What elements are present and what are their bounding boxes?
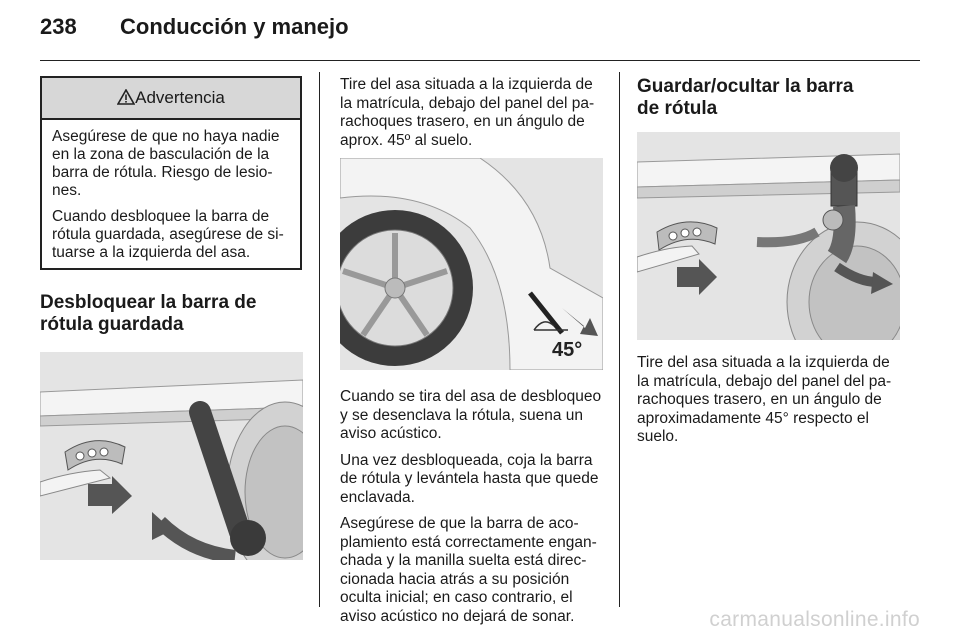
warning-paragraph: Cuando desbloquee la barra de rótula guardada, asegúrese de si- tuarse a la izquierda del asa. — [52, 208, 284, 261]
warning-title: Advertencia — [135, 88, 225, 107]
body-paragraph: Tire del asa situada a la izquierda de la matrícula, debajo del panel del pa- rachoques trasero, en un ángulo de aproximadamente 45° respecto el suelo. — [637, 354, 892, 445]
warning-box — [40, 76, 302, 270]
figure-unlock-ball-bar — [40, 352, 303, 560]
watermark: carmanualsonline.info — [709, 608, 920, 631]
page-header — [40, 14, 349, 40]
section-heading: Guardar/ocultar la barra de rótula — [637, 76, 854, 119]
column-divider — [319, 72, 320, 607]
column-3 — [637, 76, 902, 455]
handle-angle-illustration — [340, 158, 603, 370]
towbar-stow-illustration — [637, 132, 900, 340]
figure-stow-ball-bar — [637, 132, 900, 340]
body-paragraph: Tire del asa situada a la izquierda de la matrícula, debajo del panel del pa- rachoques trasero, en un ángulo de aprox. 45º al suelo. — [340, 76, 595, 149]
angle-label: 45° — [552, 339, 583, 361]
column-divider — [619, 72, 620, 607]
warning-body — [42, 120, 300, 268]
warning-header — [42, 78, 300, 120]
figure-pull-handle-45 — [340, 158, 603, 370]
page-number: 238 — [40, 14, 77, 39]
body-paragraph: Cuando se tira del asa de desbloqueo y se desenclava la rótula, suena un aviso acústico. — [340, 388, 602, 442]
body-paragraph: Una vez desbloqueada, coja la barra de rótula y levántela hasta que quede enclavada. — [340, 451, 599, 506]
towbar-illustration — [40, 352, 303, 560]
section-title: Conducción y manejo — [120, 14, 349, 39]
warning-triangle-icon — [117, 89, 135, 105]
column-2 — [340, 76, 605, 634]
header-rule — [40, 60, 920, 61]
warning-paragraph: Asegúrese de que no haya nadie en la zona de basculación de la barra de rótula. Riesgo de lesio- nes. — [52, 128, 280, 199]
body-paragraph: Asegúrese de que la barra de aco- plamiento está correctamente engan- chada y la manilla suelta está direc- cionada hacia atrás a su posición oculta inicial; en caso contrario, el aviso acústico no dejará de sonar. — [340, 515, 597, 625]
column-1 — [40, 76, 304, 560]
section-heading: Desbloquear la barra de rótula guardada — [40, 292, 257, 335]
